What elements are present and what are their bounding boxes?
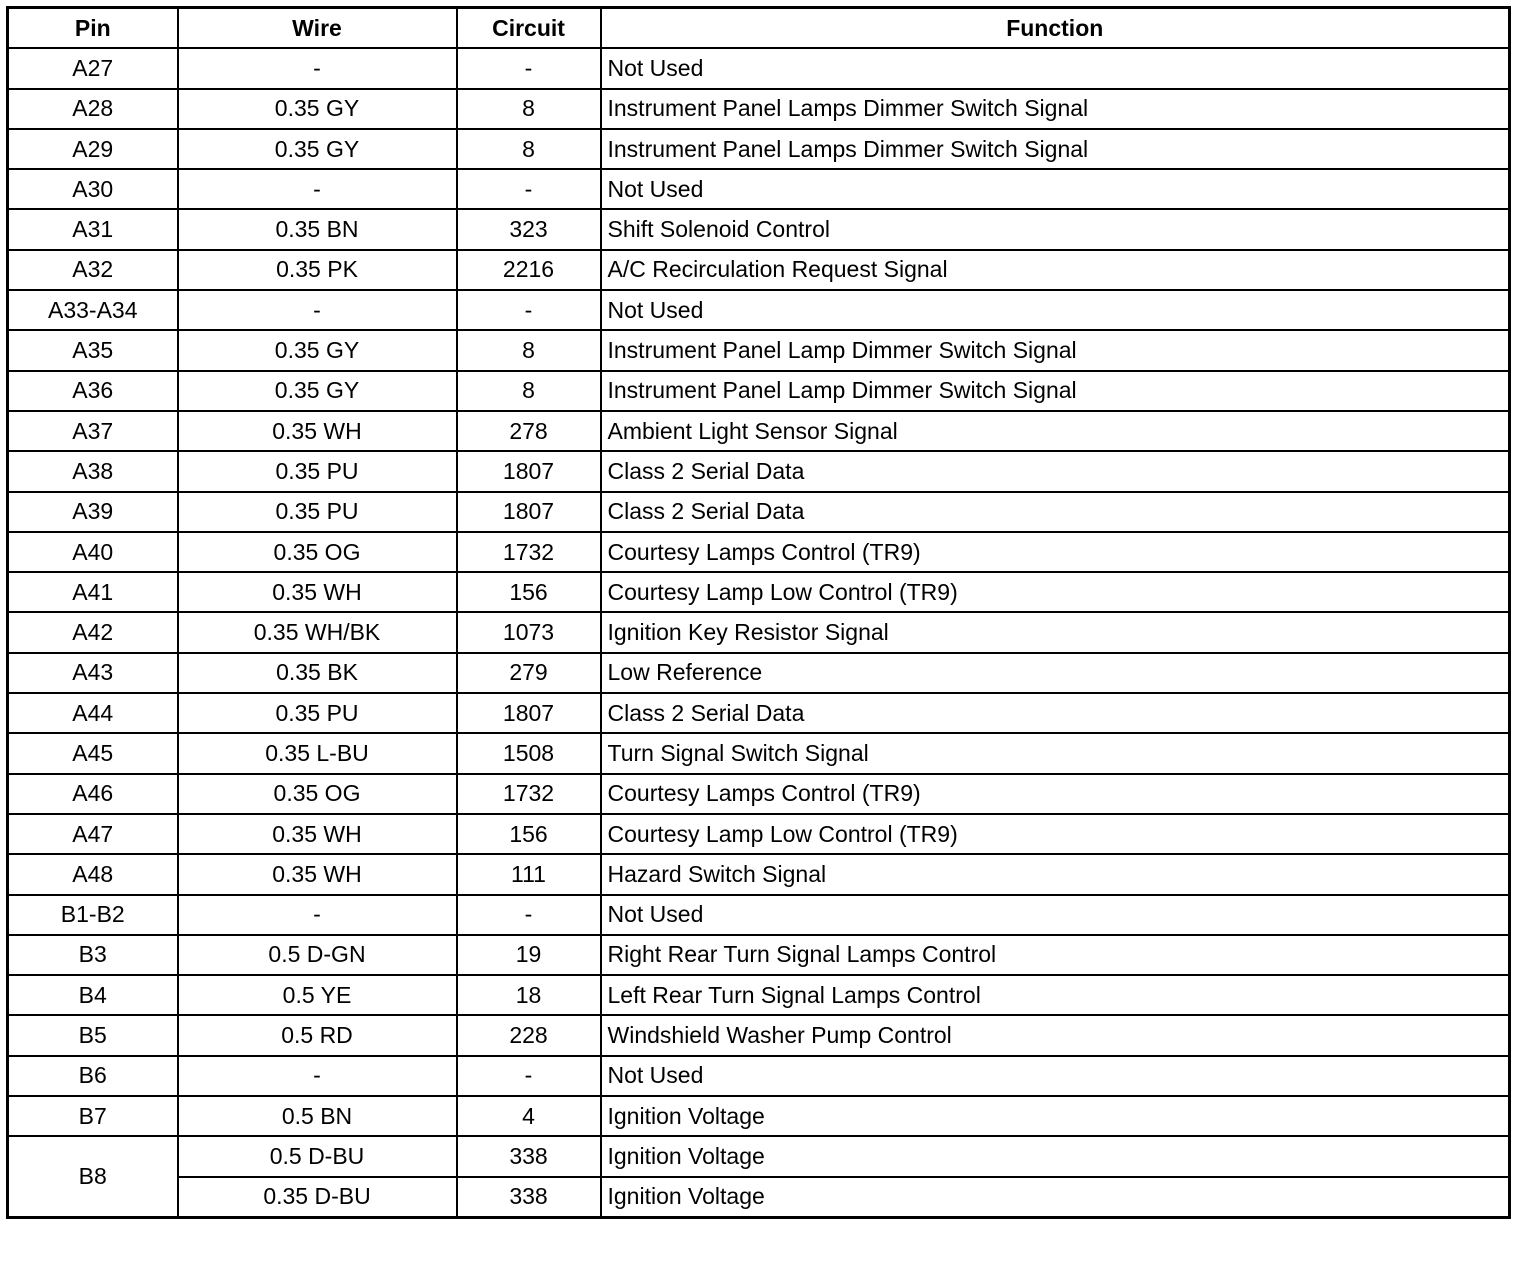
table-row [8, 451, 1510, 491]
circuit-cell: 111 [457, 854, 601, 894]
circuit-cell: 1073 [457, 612, 601, 652]
pin-cell: B1-B2 [8, 895, 178, 935]
pin-cell: A43 [8, 653, 178, 693]
circuit-cell: 323 [457, 209, 601, 249]
table-row [8, 733, 1510, 773]
table-row [8, 250, 1510, 290]
table-row [8, 209, 1510, 249]
circuit-cell: 2216 [457, 250, 601, 290]
pin-cell: A28 [8, 89, 178, 129]
table-row [8, 330, 1510, 370]
circuit-cell: 1807 [457, 451, 601, 491]
table-row [8, 895, 1510, 935]
pin-cell: B8 [8, 1136, 178, 1217]
header-circuit: Circuit [457, 8, 601, 49]
table-row [8, 975, 1510, 1015]
pin-cell: A47 [8, 814, 178, 854]
circuit-cell: 1508 [457, 733, 601, 773]
function-cell: Class 2 Serial Data [601, 451, 1510, 491]
circuit-cell: 156 [457, 572, 601, 612]
wire-cell: 0.35 WH/BK [178, 612, 457, 652]
wire-cell: 0.35 WH [178, 572, 457, 612]
pin-cell: A39 [8, 492, 178, 532]
function-cell: Instrument Panel Lamp Dimmer Switch Signal [601, 330, 1510, 370]
function-cell: Class 2 Serial Data [601, 693, 1510, 733]
pin-cell: A40 [8, 532, 178, 572]
table-row [8, 1056, 1510, 1096]
function-cell: Instrument Panel Lamp Dimmer Switch Signal [601, 371, 1510, 411]
pin-cell: A32 [8, 250, 178, 290]
pin-cell: A31 [8, 209, 178, 249]
function-cell: Not Used [601, 290, 1510, 330]
wire-cell: 0.35 PK [178, 250, 457, 290]
table-row [8, 48, 1510, 88]
function-cell: Turn Signal Switch Signal [601, 733, 1510, 773]
table-row [8, 1015, 1510, 1055]
function-cell: Instrument Panel Lamps Dimmer Switch Signal [601, 129, 1510, 169]
table-row [8, 854, 1510, 894]
pin-cell: A42 [8, 612, 178, 652]
pin-cell: B4 [8, 975, 178, 1015]
circuit-cell: 338 [457, 1177, 601, 1218]
wire-cell: 0.35 GY [178, 371, 457, 411]
function-cell: Instrument Panel Lamps Dimmer Switch Signal [601, 89, 1510, 129]
circuit-cell: 1807 [457, 693, 601, 733]
table-row [8, 371, 1510, 411]
table-row [8, 290, 1510, 330]
circuit-cell: 18 [457, 975, 601, 1015]
wire-cell: 0.35 GY [178, 89, 457, 129]
circuit-cell: 1732 [457, 774, 601, 814]
function-cell: Courtesy Lamps Control (TR9) [601, 532, 1510, 572]
wire-cell: 0.35 PU [178, 451, 457, 491]
header-function: Function [601, 8, 1510, 49]
pin-cell: A44 [8, 693, 178, 733]
function-cell: Courtesy Lamp Low Control (TR9) [601, 572, 1510, 612]
wire-cell: 0.35 PU [178, 492, 457, 532]
function-cell: Class 2 Serial Data [601, 492, 1510, 532]
pin-cell: A30 [8, 169, 178, 209]
function-cell: Shift Solenoid Control [601, 209, 1510, 249]
circuit-cell: - [457, 895, 601, 935]
table-row [8, 492, 1510, 532]
function-cell: Courtesy Lamp Low Control (TR9) [601, 814, 1510, 854]
function-cell: Courtesy Lamps Control (TR9) [601, 774, 1510, 814]
connector-pinout-table [6, 6, 1511, 1219]
table-row [8, 1136, 1510, 1176]
pin-cell: B6 [8, 1056, 178, 1096]
table-row [8, 935, 1510, 975]
function-cell: Not Used [601, 895, 1510, 935]
wire-cell: 0.35 GY [178, 330, 457, 370]
circuit-cell: - [457, 169, 601, 209]
wire-cell: 0.5 D-GN [178, 935, 457, 975]
circuit-cell: - [457, 1056, 601, 1096]
wire-cell: 0.35 OG [178, 774, 457, 814]
header-wire: Wire [178, 8, 457, 49]
function-cell: Not Used [601, 48, 1510, 88]
function-cell: Low Reference [601, 653, 1510, 693]
function-cell: Left Rear Turn Signal Lamps Control [601, 975, 1510, 1015]
connector-pinout-table-container [6, 6, 1508, 1219]
header-row [8, 8, 1510, 49]
wire-cell: 0.5 BN [178, 1096, 457, 1136]
circuit-cell: 279 [457, 653, 601, 693]
wire-cell: - [178, 895, 457, 935]
function-cell: Hazard Switch Signal [601, 854, 1510, 894]
table-row [8, 169, 1510, 209]
circuit-cell: 228 [457, 1015, 601, 1055]
pin-cell: A45 [8, 733, 178, 773]
pin-cell: A46 [8, 774, 178, 814]
pin-cell: B3 [8, 935, 178, 975]
pin-cell: A33-A34 [8, 290, 178, 330]
table-row [8, 411, 1510, 451]
wire-cell: - [178, 290, 457, 330]
function-cell: Ambient Light Sensor Signal [601, 411, 1510, 451]
circuit-cell: 8 [457, 371, 601, 411]
circuit-cell: 8 [457, 330, 601, 370]
circuit-cell: 278 [457, 411, 601, 451]
circuit-cell: - [457, 48, 601, 88]
circuit-cell: - [457, 290, 601, 330]
table-row [8, 572, 1510, 612]
function-cell: Windshield Washer Pump Control [601, 1015, 1510, 1055]
function-cell: Ignition Voltage [601, 1136, 1510, 1176]
wire-cell: 0.35 PU [178, 693, 457, 733]
wire-cell: 0.5 RD [178, 1015, 457, 1055]
pin-cell: A37 [8, 411, 178, 451]
wire-cell: 0.35 WH [178, 854, 457, 894]
wire-cell: - [178, 48, 457, 88]
circuit-cell: 8 [457, 89, 601, 129]
wire-cell: 0.35 BK [178, 653, 457, 693]
table-row [8, 814, 1510, 854]
table-row [8, 1177, 1510, 1218]
pin-cell: A29 [8, 129, 178, 169]
pin-cell: A38 [8, 451, 178, 491]
header-pin: Pin [8, 8, 178, 49]
circuit-cell: 338 [457, 1136, 601, 1176]
wire-cell: - [178, 169, 457, 209]
function-cell: Ignition Voltage [601, 1177, 1510, 1218]
circuit-cell: 156 [457, 814, 601, 854]
table-row [8, 774, 1510, 814]
pin-cell: A41 [8, 572, 178, 612]
function-cell: Right Rear Turn Signal Lamps Control [601, 935, 1510, 975]
wire-cell: 0.35 D-BU [178, 1177, 457, 1218]
table-row [8, 129, 1510, 169]
wire-cell: 0.35 WH [178, 814, 457, 854]
function-cell: Not Used [601, 169, 1510, 209]
wire-cell: 0.35 L-BU [178, 733, 457, 773]
wire-cell: 0.35 WH [178, 411, 457, 451]
table-row [8, 653, 1510, 693]
function-cell: Ignition Key Resistor Signal [601, 612, 1510, 652]
table-row [8, 89, 1510, 129]
wire-cell: 0.35 OG [178, 532, 457, 572]
pin-cell: A35 [8, 330, 178, 370]
circuit-cell: 1807 [457, 492, 601, 532]
circuit-cell: 4 [457, 1096, 601, 1136]
wire-cell: 0.35 BN [178, 209, 457, 249]
table-row [8, 532, 1510, 572]
pin-cell: A36 [8, 371, 178, 411]
wire-cell: 0.5 D-BU [178, 1136, 457, 1176]
wire-cell: 0.5 YE [178, 975, 457, 1015]
pin-cell: B7 [8, 1096, 178, 1136]
wire-cell: - [178, 1056, 457, 1096]
table-body [8, 48, 1510, 1217]
pin-cell: A27 [8, 48, 178, 88]
circuit-cell: 1732 [457, 532, 601, 572]
table-row [8, 693, 1510, 733]
table-row [8, 612, 1510, 652]
table-row [8, 1096, 1510, 1136]
circuit-cell: 19 [457, 935, 601, 975]
pin-cell: A48 [8, 854, 178, 894]
function-cell: Not Used [601, 1056, 1510, 1096]
function-cell: Ignition Voltage [601, 1096, 1510, 1136]
function-cell: A/C Recirculation Request Signal [601, 250, 1510, 290]
pin-cell: B5 [8, 1015, 178, 1055]
wire-cell: 0.35 GY [178, 129, 457, 169]
circuit-cell: 8 [457, 129, 601, 169]
